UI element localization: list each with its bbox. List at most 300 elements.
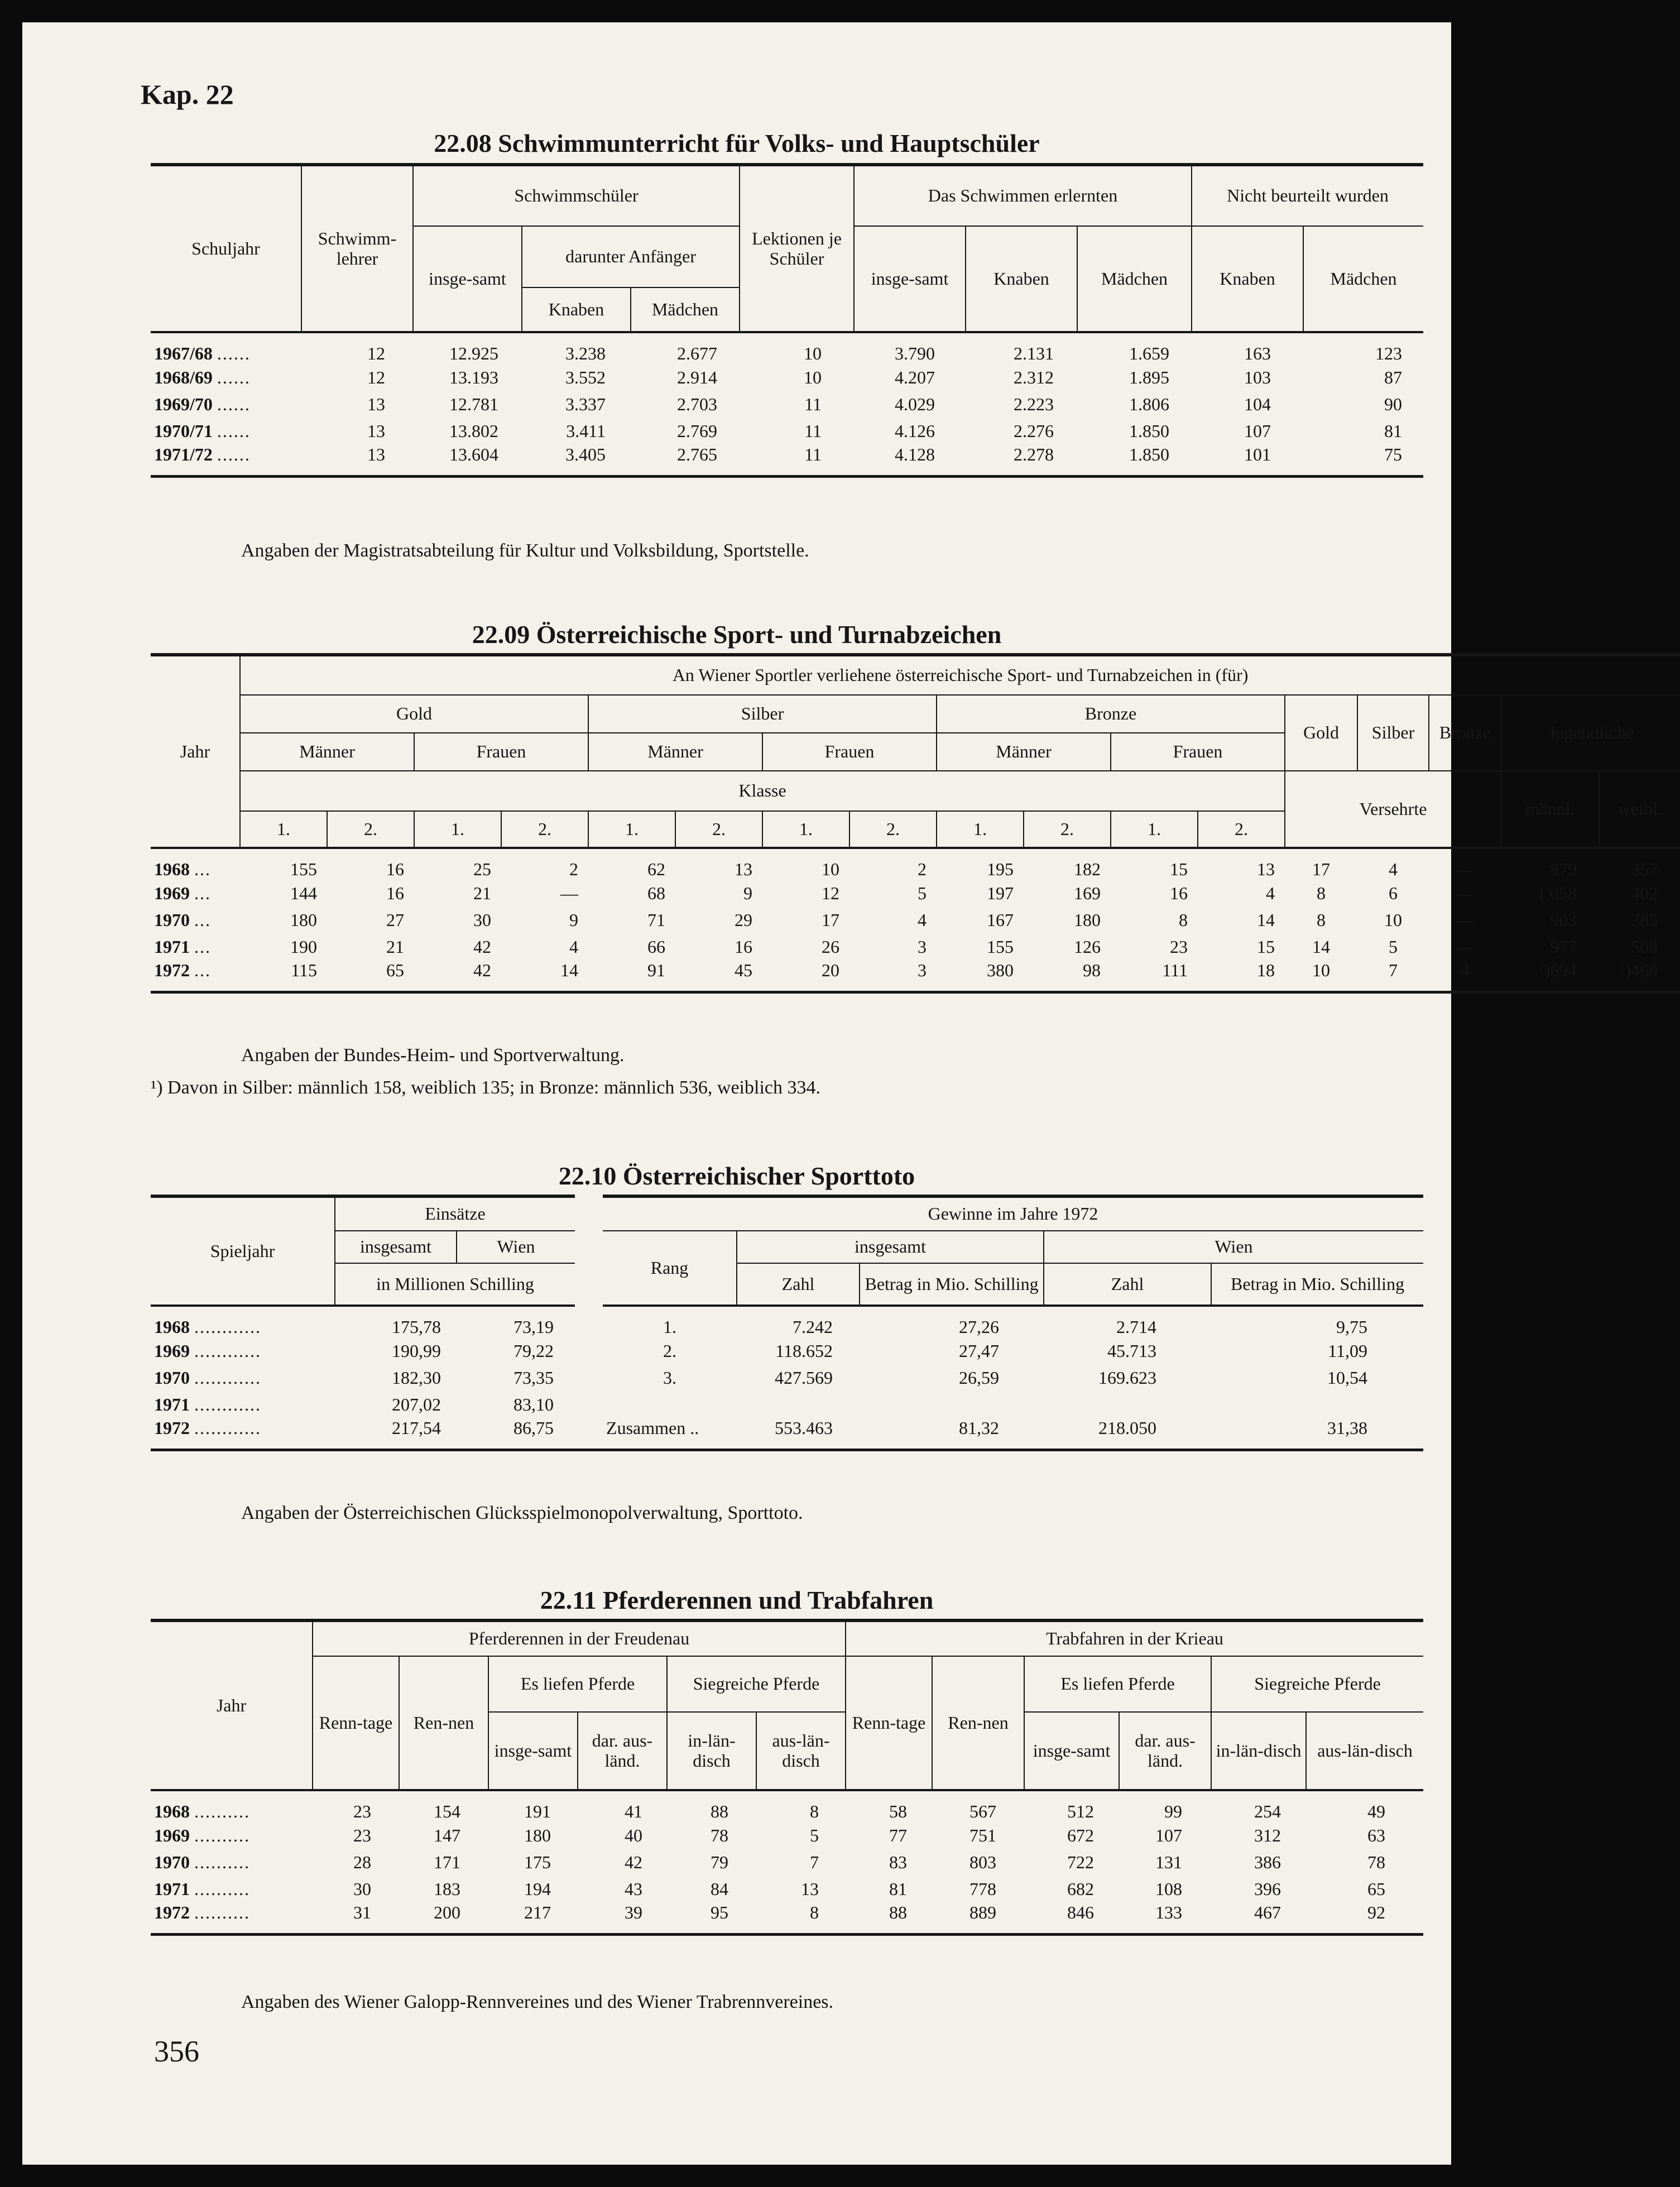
table-cell: 25 — [473, 859, 491, 879]
table-cell: 8 — [1317, 909, 1326, 930]
row-label — [151, 1337, 335, 1364]
table-cell: 1.850 — [1077, 444, 1192, 477]
row-label — [151, 364, 301, 391]
t08-row — [151, 444, 1423, 477]
table-cell: 91 — [588, 960, 675, 992]
table-cell: 118.652 — [775, 1340, 833, 1361]
table-cell: 175,78 — [392, 1317, 441, 1337]
t09-h-klasse-2: 2. — [1024, 811, 1111, 848]
table-cell: 75 — [1303, 444, 1423, 477]
t09-h-gold: Gold — [240, 695, 588, 733]
row-year: 1969/70 — [154, 394, 213, 414]
row-label — [151, 907, 240, 933]
t10-row — [151, 1306, 1423, 1337]
table-cell: 5 — [918, 883, 927, 903]
row-year: 1972 — [154, 1418, 190, 1438]
table-cell: 30 — [353, 1878, 371, 1899]
table-cell: 84 — [711, 1878, 728, 1899]
t10-h-zahl-2: Zahl — [1044, 1263, 1211, 1306]
t09-h-jugendliche: Jugendliche — [1501, 695, 1680, 771]
page-number: 356 — [154, 2035, 199, 2068]
t11-row — [151, 1790, 1423, 1822]
table-cell: 155 — [987, 936, 1014, 957]
table-cell: 4.207 — [895, 367, 935, 387]
t11-h-f-renntage: Renn-tage — [313, 1656, 399, 1790]
table-cell: 402 — [1631, 883, 1658, 903]
t09-h-klasse-1: 1. — [588, 811, 675, 848]
table-cell: 2 — [569, 859, 578, 879]
row-year: 1967/68 — [154, 343, 213, 363]
row-leader-dots: ...... — [217, 444, 251, 464]
row-leader-dots: ............ — [194, 1394, 261, 1414]
table-cell: 27 — [386, 909, 404, 930]
t11-row — [151, 1849, 1423, 1876]
table-cell: 13.193 — [449, 367, 498, 387]
row-leader-dots: ............ — [194, 1317, 261, 1337]
row-label — [151, 1306, 335, 1337]
table-cell: 147 — [434, 1825, 460, 1845]
t09-h-silber-frauen: Frauen — [762, 733, 937, 771]
row-leader-dots: ............ — [194, 1367, 261, 1388]
table-cell: 126 — [1074, 936, 1101, 957]
t10-table — [151, 1195, 1423, 1451]
row-label — [151, 960, 240, 992]
t09-footnote: ¹) Davon in Silber: männlich 158, weiblich 135; in Bronze: männlich 536, weiblich 334. — [151, 1077, 820, 1098]
t09-h-versehrte: Versehrte — [1285, 771, 1501, 848]
t10-h-rang: Rang — [603, 1231, 737, 1306]
t09-h-klasse-2: 2. — [849, 811, 937, 848]
t11-row — [151, 1822, 1423, 1849]
table-cell: 4.128 — [854, 444, 966, 477]
table-cell: 111 — [1111, 960, 1198, 992]
table-cell: 183 — [434, 1878, 460, 1899]
t10-row — [151, 1391, 1423, 1418]
table-cell: 10 — [804, 367, 822, 387]
t11-h-f-es-liefen: Es liefen Pferde — [488, 1656, 667, 1712]
row-label — [151, 444, 301, 477]
table-cell: 29 — [735, 909, 752, 930]
row-leader-dots: ...... — [217, 343, 251, 363]
t10-h-betrag-1: Betrag in Mio. Schilling — [860, 1263, 1044, 1306]
row-year: 1970 — [154, 909, 190, 930]
table-cell: 101 — [1192, 444, 1303, 477]
t09-h-klasse-1: 1. — [937, 811, 1024, 848]
row-leader-dots: ............ — [194, 1340, 261, 1361]
t08-h-erl-insgesamt: insge-samt — [854, 226, 966, 332]
table-cell: 10 — [1384, 909, 1402, 930]
t09-h-gold-frauen: Frauen — [414, 733, 588, 771]
table-cell: 155 — [290, 859, 317, 879]
table-cell: 2.223 — [1014, 394, 1054, 414]
t11-source: Angaben des Wiener Galopp-Rennvereines und des Wiener Trabrennvereines. — [241, 1992, 834, 2012]
table-cell: 171 — [434, 1852, 460, 1872]
table-cell — [1211, 1391, 1423, 1418]
table-cell: 3.790 — [895, 343, 935, 363]
table-cell: 7 — [1357, 960, 1429, 992]
t09-h-klasse-2: 2. — [1198, 811, 1285, 848]
table-cell: 13 — [1257, 859, 1275, 879]
page — [22, 22, 1662, 2165]
table-cell: 133 — [1119, 1902, 1211, 1935]
table-cell: 86,75 — [457, 1418, 575, 1450]
t09-h-v-bronze: Bronze — [1429, 695, 1501, 771]
table-cell: 42 — [625, 1852, 642, 1872]
table-cell: 180 — [1074, 909, 1101, 930]
row-leader-dots: ............ — [194, 1418, 261, 1438]
table-cell: 10 — [1285, 960, 1357, 992]
table-cell: 879 — [1550, 859, 1577, 879]
table-cell: 3.337 — [565, 394, 606, 414]
table-cell — [1044, 1391, 1211, 1418]
t08-row — [151, 391, 1423, 418]
t09-title: 22.09 Österreichische Sport- und Turnabzeichen — [472, 620, 1002, 649]
t10-h-g-insgesamt: insgesamt — [737, 1231, 1044, 1263]
row-year: 1971/72 — [154, 444, 213, 464]
table-cell: 68 — [647, 883, 665, 903]
table-cell — [860, 1391, 1044, 1418]
table-cell: 17 — [1312, 859, 1330, 879]
t08-h-insgesamt: insge-samt — [413, 226, 522, 332]
table-cell: 13 — [367, 394, 385, 414]
table-cell: 175 — [524, 1852, 551, 1872]
table-cell: 2.131 — [1014, 343, 1054, 363]
table-cell: 467 — [1211, 1902, 1306, 1935]
table-cell: 903 — [1550, 909, 1577, 930]
table-cell: 385 — [1631, 909, 1658, 930]
t08-h-anf-maedchen: Mädchen — [631, 287, 740, 332]
table-cell: 3 — [918, 936, 927, 957]
row-label — [151, 1391, 335, 1418]
table-cell: 77 — [889, 1825, 908, 1845]
table-cell: 43 — [625, 1878, 642, 1899]
t11-h-f-auslaend: dar. aus-länd. — [578, 1712, 667, 1790]
table-cell: 12 — [367, 343, 385, 363]
table-cell: 88 — [711, 1801, 728, 1821]
table-cell: 163 — [1244, 343, 1271, 363]
table-cell: 23 — [1170, 936, 1188, 957]
table-cell: 79 — [711, 1852, 728, 1872]
t08-h-schwimmlehrer: Schwimm-lehrer — [301, 165, 413, 332]
table-cell: 191 — [524, 1801, 551, 1821]
t10-h-betrag-2: Betrag in Mio. Schilling — [1211, 1263, 1423, 1306]
t11-h-k-insgesamt: insge-samt — [1024, 1712, 1119, 1790]
table-cell: 8 — [810, 1801, 819, 1821]
row-year: 1971 — [154, 1878, 190, 1899]
table-cell: 10 — [804, 343, 822, 363]
t09-h-klasse-1: 1. — [1111, 811, 1198, 848]
row-year: 1972 — [154, 1902, 190, 1922]
table-cell: 567 — [969, 1801, 997, 1821]
table-cell: 6 — [1389, 883, 1398, 903]
t11-h-k-inlaendisch: in-län-disch — [1211, 1712, 1306, 1790]
t09-h-klasse: Klasse — [240, 771, 1285, 811]
table-cell: — — [1456, 883, 1474, 903]
row-year: 1970/71 — [154, 420, 213, 441]
t11-h-jahr: Jahr — [151, 1620, 313, 1790]
table-cell: 65 — [327, 960, 414, 992]
table-cell: 751 — [969, 1825, 997, 1845]
t09-h-klasse-1: 1. — [762, 811, 849, 848]
table-cell: 20 — [762, 960, 849, 992]
t11-title: 22.11 Pferderennen und Trabfahren — [540, 1586, 934, 1614]
table-cell: 45.713 — [1107, 1340, 1157, 1361]
table-cell: 553.463 — [737, 1418, 860, 1450]
t11-h-k-auslaendisch: aus-län-disch — [1306, 1712, 1423, 1790]
table-cell: — — [560, 883, 578, 903]
table-cell: 254 — [1254, 1801, 1281, 1821]
table-cell: 27,47 — [959, 1340, 1000, 1361]
table-cell: 180 — [524, 1825, 551, 1845]
table-cell: 2.276 — [1014, 420, 1054, 441]
row-label — [151, 391, 301, 418]
table-cell: 79,22 — [513, 1340, 554, 1361]
row-year: 1970 — [154, 1852, 190, 1872]
row-leader-dots: ... — [194, 883, 211, 903]
table-cell: 4 — [1389, 859, 1398, 879]
table-cell: 386 — [1254, 1852, 1281, 1872]
chapter-label: Kap. 22 — [141, 79, 234, 110]
table-cell: 1.895 — [1129, 367, 1170, 387]
table-cell: 66 — [647, 936, 665, 957]
table-cell: 1.659 — [1129, 343, 1170, 363]
table-cell: 512 — [1067, 1801, 1095, 1821]
table-cell: 977 — [1550, 936, 1577, 957]
row-label — [151, 1822, 313, 1849]
t08-row — [151, 364, 1423, 391]
t11-h-k-renntage: Renn-tage — [846, 1656, 932, 1790]
t09-h-silber-maenner: Männer — [588, 733, 762, 771]
t08-title: 22.08 Schwimmunterricht für Volks- und Hauptschüler — [434, 129, 1040, 157]
t11-h-k-rennen: Ren-nen — [932, 1656, 1024, 1790]
row-leader-dots: ...... — [217, 394, 251, 414]
table-cell: 107 — [1155, 1825, 1183, 1845]
table-cell: 90 — [1384, 394, 1403, 414]
row-label — [151, 1849, 313, 1876]
table-cell: 4 — [569, 936, 578, 957]
row-year: 1969 — [154, 1340, 190, 1361]
t10-h-spieljahr: Spieljahr — [151, 1196, 335, 1306]
table-cell: 10,54 — [1327, 1367, 1368, 1388]
t09-h-jahr: Jahr — [151, 655, 240, 848]
table-cell: 889 — [932, 1902, 1024, 1935]
t08-table — [151, 163, 1423, 478]
t08-row — [151, 332, 1423, 364]
table-cell: ¹)469 — [1599, 960, 1680, 992]
table-cell: 12 — [367, 367, 385, 387]
row-year: 1971 — [154, 936, 190, 957]
table-cell: 1.850 — [1129, 420, 1170, 441]
table-cell: 778 — [969, 1878, 997, 1899]
table-cell: 846 — [1024, 1902, 1119, 1935]
table-cell: 65 — [1367, 1878, 1386, 1899]
table-cell: 115 — [240, 960, 327, 992]
table-cell: 88 — [846, 1902, 932, 1935]
t09-row — [151, 907, 1680, 933]
t09-h-weibl: weibl. — [1599, 771, 1680, 848]
row-leader-dots: .......... — [194, 1801, 250, 1821]
row-year: 1970 — [154, 1367, 190, 1388]
table-cell: 92 — [1306, 1902, 1423, 1935]
table-cell: 13.604 — [413, 444, 522, 477]
t10-h-gewinne: Gewinne im Jahre 1972 — [603, 1196, 1423, 1231]
t08-h-erl-knaben: Knaben — [966, 226, 1077, 332]
table-cell: 396 — [1254, 1878, 1281, 1899]
table-cell: 722 — [1067, 1852, 1095, 1872]
table-cell: 42 — [414, 960, 501, 992]
row-leader-dots: .......... — [194, 1878, 250, 1899]
table-cell: 169 — [1074, 883, 1101, 903]
table-cell: 62 — [647, 859, 665, 879]
table-cell: 14 — [501, 960, 588, 992]
row-leader-dots: .......... — [194, 1902, 250, 1922]
table-cell: 63 — [1367, 1825, 1386, 1845]
table-cell: 23 — [353, 1825, 371, 1845]
t10-h-g-wien: Wien — [1044, 1231, 1423, 1263]
table-cell: — — [1456, 859, 1474, 879]
t08-h-darunter-anfaenger: darunter Anfänger — [522, 226, 740, 287]
table-cell: 17 — [822, 909, 839, 930]
table-cell: 207,02 — [392, 1394, 441, 1414]
table-cell: 2.703 — [677, 394, 718, 414]
t08-h-erlernten: Das Schwimmen erlernten — [854, 165, 1192, 226]
t08-source: Angaben der Magistratsabteilung für Kultur und Volksbildung, Sportstelle. — [241, 540, 809, 561]
table-cell: 28 — [353, 1852, 371, 1872]
row-leader-dots: ... — [194, 960, 211, 980]
table-cell: 1.806 — [1129, 394, 1170, 414]
table-cell: 190,99 — [392, 1340, 441, 1361]
table-cell: 14 — [1312, 936, 1330, 957]
table-cell: 4 — [1266, 883, 1275, 903]
t11-h-f-insgesamt: insge-samt — [488, 1712, 578, 1790]
t09-h-klasse-2: 2. — [327, 811, 414, 848]
table-cell: 13 — [301, 444, 413, 477]
table-cell: 95 — [667, 1902, 756, 1935]
row-label — [151, 848, 240, 880]
table-cell: 3.238 — [565, 343, 606, 363]
table-cell: 180 — [290, 909, 317, 930]
t09-h-klasse-1: 1. — [240, 811, 327, 848]
table-cell: 3.552 — [565, 367, 606, 387]
table-cell: 108 — [1155, 1878, 1183, 1899]
t09-source: Angaben der Bundes-Heim- und Sportverwaltung. — [241, 1045, 625, 1066]
table-cell: 73,35 — [513, 1367, 554, 1388]
t11-row — [151, 1876, 1423, 1902]
table-cell: 154 — [434, 1801, 460, 1821]
row-label — [151, 332, 301, 364]
table-cell: 2.914 — [677, 367, 718, 387]
table-cell: ¹)694 — [1501, 960, 1599, 992]
table-cell: 427.569 — [775, 1367, 833, 1388]
table-cell: 99 — [1164, 1801, 1183, 1821]
t10-h-einsaetze: Einsätze — [335, 1196, 575, 1231]
table-cell: 3. — [663, 1367, 677, 1388]
table-cell: 83,10 — [513, 1394, 554, 1414]
table-cell: 13.802 — [449, 420, 498, 441]
table-cell: 81,32 — [860, 1418, 1044, 1450]
table-cell: 98 — [1024, 960, 1111, 992]
t11-h-k-es-liefen: Es liefen Pferde — [1024, 1656, 1211, 1712]
table-cell: 26 — [822, 936, 839, 957]
table-cell: 103 — [1244, 367, 1271, 387]
table-cell: 182,30 — [392, 1367, 441, 1388]
t08-h-schuljahr: Schuljahr — [151, 165, 301, 332]
table-cell: 78 — [711, 1825, 728, 1845]
row-label — [151, 933, 240, 960]
table-cell: — — [1456, 936, 1474, 957]
table-cell: 380 — [937, 960, 1024, 992]
table-cell: 123 — [1375, 343, 1403, 363]
t08-h-nicht-beurteilt: Nicht beurteilt wurden — [1192, 165, 1423, 226]
t11-h-f-siegreiche: Siegreiche Pferde — [667, 1656, 846, 1712]
table-cell: 9,75 — [1336, 1317, 1368, 1337]
table-cell: 190 — [290, 936, 317, 957]
table-cell: 107 — [1244, 420, 1271, 441]
table-cell: 16 — [386, 859, 404, 879]
table-cell: 144 — [290, 883, 317, 903]
t09-h-v-silber: Silber — [1357, 695, 1429, 771]
table-cell: 2.278 — [966, 444, 1077, 477]
t11-table — [151, 1619, 1423, 1936]
t09-h-klasse-1: 1. — [414, 811, 501, 848]
t11-h-freudenau: Pferderennen in der Freudenau — [313, 1620, 846, 1656]
table-cell: 13 — [801, 1878, 819, 1899]
table-cell: 12.925 — [449, 343, 498, 363]
table-cell: 16 — [386, 883, 404, 903]
table-cell: 2. — [663, 1340, 677, 1361]
table-cell: 12 — [822, 883, 839, 903]
t09-h-klasse-2: 2. — [675, 811, 762, 848]
table-cell: 9 — [743, 883, 752, 903]
table-cell: 27,26 — [959, 1317, 1000, 1337]
table-cell: 10 — [822, 859, 839, 879]
table-cell: 41 — [625, 1801, 642, 1821]
table-cell: 195 — [987, 859, 1014, 879]
t08-h-schwimmschueler: Schwimmschüler — [413, 165, 740, 226]
table-cell: 803 — [969, 1852, 997, 1872]
table-cell: 2.677 — [677, 343, 718, 363]
t09-h-silber: Silber — [588, 695, 937, 733]
row-label — [151, 1790, 313, 1822]
row-year: 1968 — [154, 1317, 190, 1337]
t11-row — [151, 1902, 1423, 1935]
row-year: 1971 — [154, 1394, 190, 1414]
t08-h-nb-maedchen: Mädchen — [1303, 226, 1423, 332]
table-cell — [603, 1391, 737, 1418]
table-cell: 16 — [1170, 883, 1188, 903]
table-cell: 2.312 — [1014, 367, 1054, 387]
row-year: 1972 — [154, 960, 190, 980]
table-cell: 13 — [367, 420, 385, 441]
table-cell: 312 — [1254, 1825, 1281, 1845]
table-cell: 200 — [399, 1902, 488, 1935]
row-year: 1969 — [154, 1825, 190, 1845]
t10-row — [151, 1364, 1423, 1391]
table-cell: 357 — [1631, 859, 1658, 879]
table-cell: 11 — [740, 444, 854, 477]
table-cell: 87 — [1384, 367, 1403, 387]
table-cell: 7.242 — [793, 1317, 833, 1337]
table-cell: 11 — [804, 394, 822, 414]
row-label — [151, 880, 240, 907]
table-cell: 78 — [1367, 1852, 1386, 1872]
table-cell: 167 — [987, 909, 1014, 930]
t09-h-top: An Wiener Sportler verliehene österreichische Sport- und Turnabzeichen in (für) — [240, 655, 1680, 695]
table-cell: 14 — [1257, 909, 1275, 930]
row-leader-dots: ...... — [217, 420, 251, 441]
table-cell: 81 — [889, 1878, 908, 1899]
table-cell: 49 — [1367, 1801, 1386, 1821]
t09-h-maennl: männl. — [1501, 771, 1599, 848]
